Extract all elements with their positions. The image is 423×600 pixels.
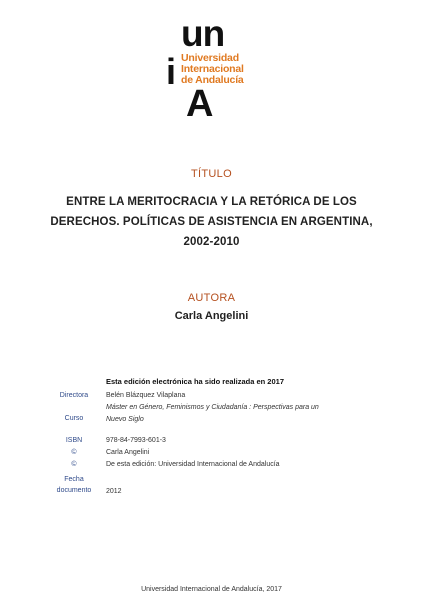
- author-name: Carla Angelini: [174, 310, 249, 322]
- meta-key-line: Fecha: [64, 476, 84, 483]
- meta-value: 2012: [106, 488, 122, 495]
- author-label: AUTORA: [187, 292, 236, 304]
- meta-value-line: Máster en Género, Feminismos y Ciudadanía : Perspectivas para un: [106, 404, 319, 411]
- meta-key: [48, 474, 100, 496]
- edition-note: Esta edición electrónica ha sido realizada en 2017: [106, 377, 284, 386]
- meta-value: [106, 402, 356, 425]
- title-label: TÍTULO: [191, 168, 232, 180]
- meta-key-line: documento: [56, 487, 92, 494]
- logo-un-letters: un: [181, 13, 225, 54]
- meta-value: 978-84-7993-601-3: [106, 437, 166, 444]
- meta-value: Carla Angelini: [106, 449, 150, 456]
- meta-key: Directora: [59, 392, 89, 399]
- logo-i-letter: i: [166, 51, 177, 92]
- logo-name-line: Universidad: [181, 52, 239, 64]
- meta-key: ISBN: [65, 437, 83, 444]
- meta-value: Belén Blázquez Vilaplana: [106, 392, 186, 399]
- meta-value-line: Nuevo Siglo: [106, 415, 144, 423]
- page-footer: Universidad Internacional de Andalucía, 2017: [141, 586, 282, 593]
- meta-value: De esta edición: Universidad Internacional de Andalucía: [106, 461, 280, 468]
- document-title: [0, 192, 423, 252]
- logo-name-line: Internacional: [181, 63, 244, 75]
- logo-university-name: [181, 53, 244, 86]
- copyright-icon: ©: [71, 449, 77, 456]
- copyright-icon: ©: [71, 461, 77, 468]
- title-line: DERECHOS. POLÍTICAS DE ASISTENCIA EN ARGENTINA,: [50, 216, 373, 228]
- university-logo: [0, 0, 423, 130]
- title-line: 2002-2010: [183, 236, 240, 248]
- meta-key: Curso: [64, 415, 84, 422]
- title-line: ENTRE LA MERITOCRACIA Y LA RETÓRICA DE LOS: [66, 196, 357, 208]
- logo-name-line: de Andalucía: [181, 74, 244, 86]
- logo-a-letter: A: [186, 83, 214, 125]
